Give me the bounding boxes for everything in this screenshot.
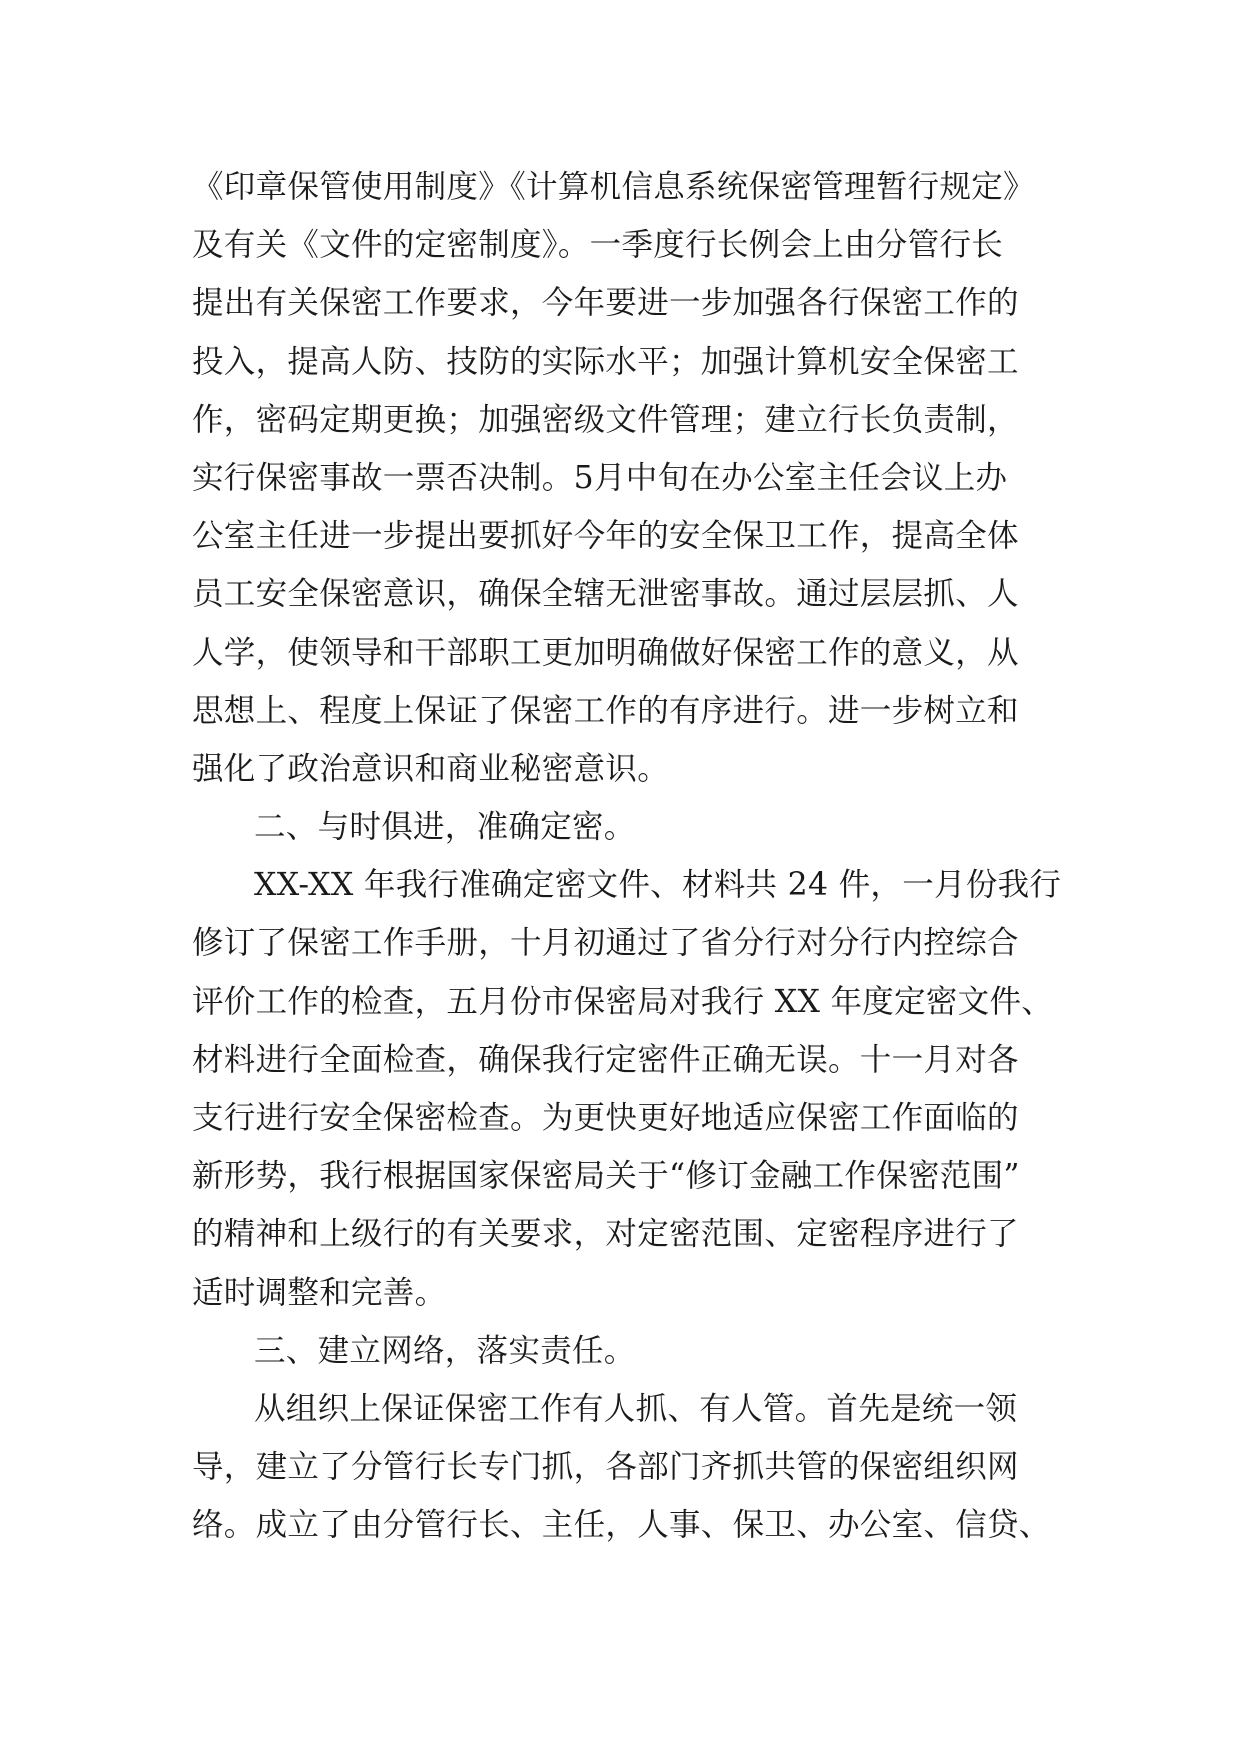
text-line: 二、与时俱进，准确定密。 — [254, 809, 636, 846]
text-line: 支行进行安全保密检查。为更快更好地适应保密工作面临的 — [192, 1100, 1019, 1136]
text-line: 提出有关保密工作要求，今年要进一步加强各行保密工作的 — [192, 285, 1019, 322]
text-line: 适时调整和完善。 — [192, 1274, 447, 1311]
text-line: 员工安全保密意识，确保全辖无泄密事故。通过层层抓、人 — [192, 576, 1019, 613]
text-line: XX-XX 年我行准确定密文件、材料共 24 件，一月份我行 — [254, 867, 1062, 904]
text-line: 络。成立了由分管行长、主任，人事、保卫、办公室、信贷、 — [192, 1507, 1051, 1544]
text-line: 强化了政治意识和商业秘密意识。 — [192, 750, 670, 787]
text-line: 《印章保管使用制度》《计算机信息系统保密管理暂行规定》 — [192, 169, 1035, 205]
text-line: 新形势，我行根据国家保密局关于“修订金融工作保密范围” — [192, 1158, 1020, 1195]
text-line: 从组织上保证保密工作有人抓、有人管。首先是统一领 — [254, 1390, 1018, 1427]
text-line: 实行保密事故一票否决制。5月中旬在办公室主任会议上办 — [192, 459, 1008, 496]
text-line: 评价工作的检查，五月份市保密局对我行 XX 年度定密文件、 — [192, 983, 1054, 1020]
text-line: 导，建立了分管行长专门抓，各部门齐抓共管的保密组织网 — [192, 1449, 1019, 1486]
text-line: 修订了保密工作手册，十月初通过了省分行对分行内控综合 — [192, 925, 1019, 962]
text-line: 材料进行全面检查，确保我行定密件正确无误。十一月对各 — [192, 1041, 1019, 1078]
text-line: 作，密码定期更换；加强密级文件管理；建立行长负责制， — [192, 401, 1019, 438]
text-line: 投入，提高人防、技防的实际水平；加强计算机安全保密工 — [192, 343, 1019, 380]
document-body — [192, 158, 1062, 1555]
text-line: 及有关《文件的定密制度》。一季度行长例会上由分管行长 — [192, 227, 1004, 264]
text-line: 的精神和上级行的有关要求，对定密范围、定密程序进行了 — [192, 1216, 1019, 1253]
text-line: 三、建立网络，落实责任。 — [254, 1332, 636, 1369]
text-line: 人学，使领导和干部职工更加明确做好保密工作的意义，从 — [192, 634, 1019, 671]
text-line: 思想上、程度上保证了保密工作的有序进行。进一步树立和 — [192, 692, 1019, 729]
text-line: 公室主任进一步提出要抓好今年的安全保卫工作，提高全体 — [192, 518, 1019, 555]
